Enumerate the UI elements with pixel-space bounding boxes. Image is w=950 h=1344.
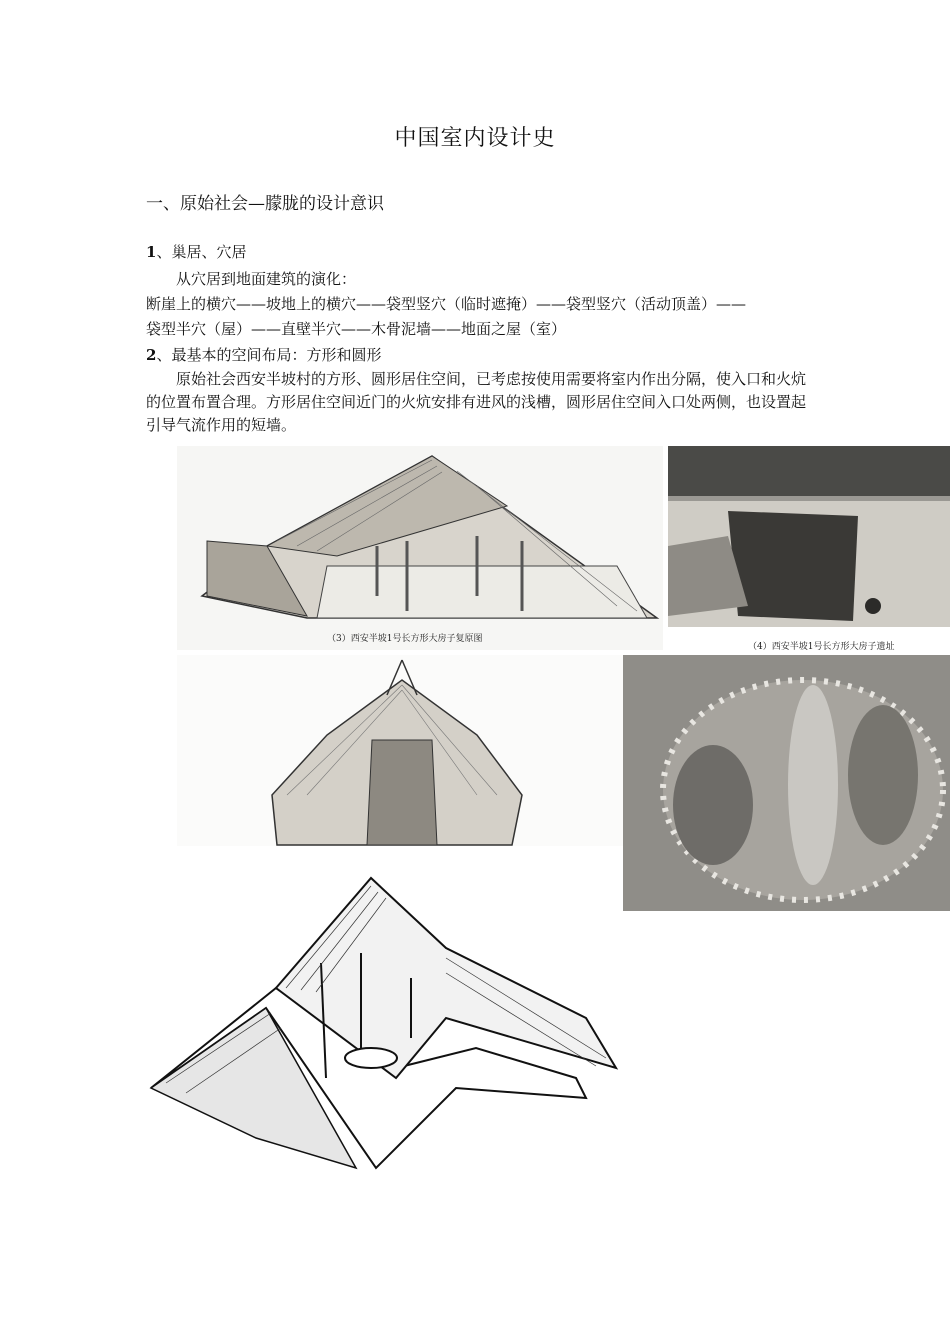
- semi-pit-house-illustration: [146, 868, 624, 1173]
- figure-rectangular-house-drawing: [177, 446, 663, 650]
- body-paragraph: 原始社会西安半坡村的方形、圆形居住空间，已考虑按使用需要将室内作出分隔，使入口和火炕的位置布置合理。方形居住空间近门的火炕安排有进风的浅槽，圆形居住空间入口处两侧，也设置起引导气流作用的短墙。: [146, 370, 807, 434]
- subheading-2: [146, 344, 381, 365]
- section-heading: 一、原始社会—朦胧的设计意识: [146, 194, 384, 214]
- rectangular-house-illustration: [177, 446, 663, 626]
- figure-semi-pit-house-drawing: [146, 868, 624, 1173]
- evolution-line-2: 袋型半穴（屋）——直壁半穴——木骨泥墙——地面之屋（室）: [146, 320, 567, 338]
- subheading-2-number: 2: [146, 346, 157, 364]
- subheading-1-text: 、巢居、穴居: [156, 243, 247, 261]
- subheading-1: [146, 241, 246, 262]
- figure-caption-4-strip: [668, 627, 950, 655]
- subheading-2-text: 、最基本的空间布局：方形和圆形: [156, 346, 382, 364]
- subheading-1-number: 1: [146, 243, 157, 261]
- evolution-line-1: 断崖上的横穴——坡地上的横穴——袋型竖穴（临时遮掩）——袋型竖穴（活动顶盖）——: [146, 295, 747, 313]
- site-photo-image: [668, 446, 950, 627]
- figure-round-house-drawing: [177, 655, 623, 846]
- figure-caption-4: （4）西安半坡1号长方形大房子遗址: [748, 642, 895, 652]
- evolution-intro: 从穴居到地面建筑的演化：: [176, 270, 357, 288]
- figure-round-site-photo: [623, 655, 950, 911]
- round-house-illustration: [177, 655, 623, 846]
- figure-rectangular-site-photo: [668, 446, 950, 627]
- figure-caption-3: （3）西安半坡1号长方形大房子复原图: [327, 634, 483, 644]
- round-site-photo-image: [623, 655, 950, 911]
- page-title: 中国室内设计史: [394, 126, 556, 151]
